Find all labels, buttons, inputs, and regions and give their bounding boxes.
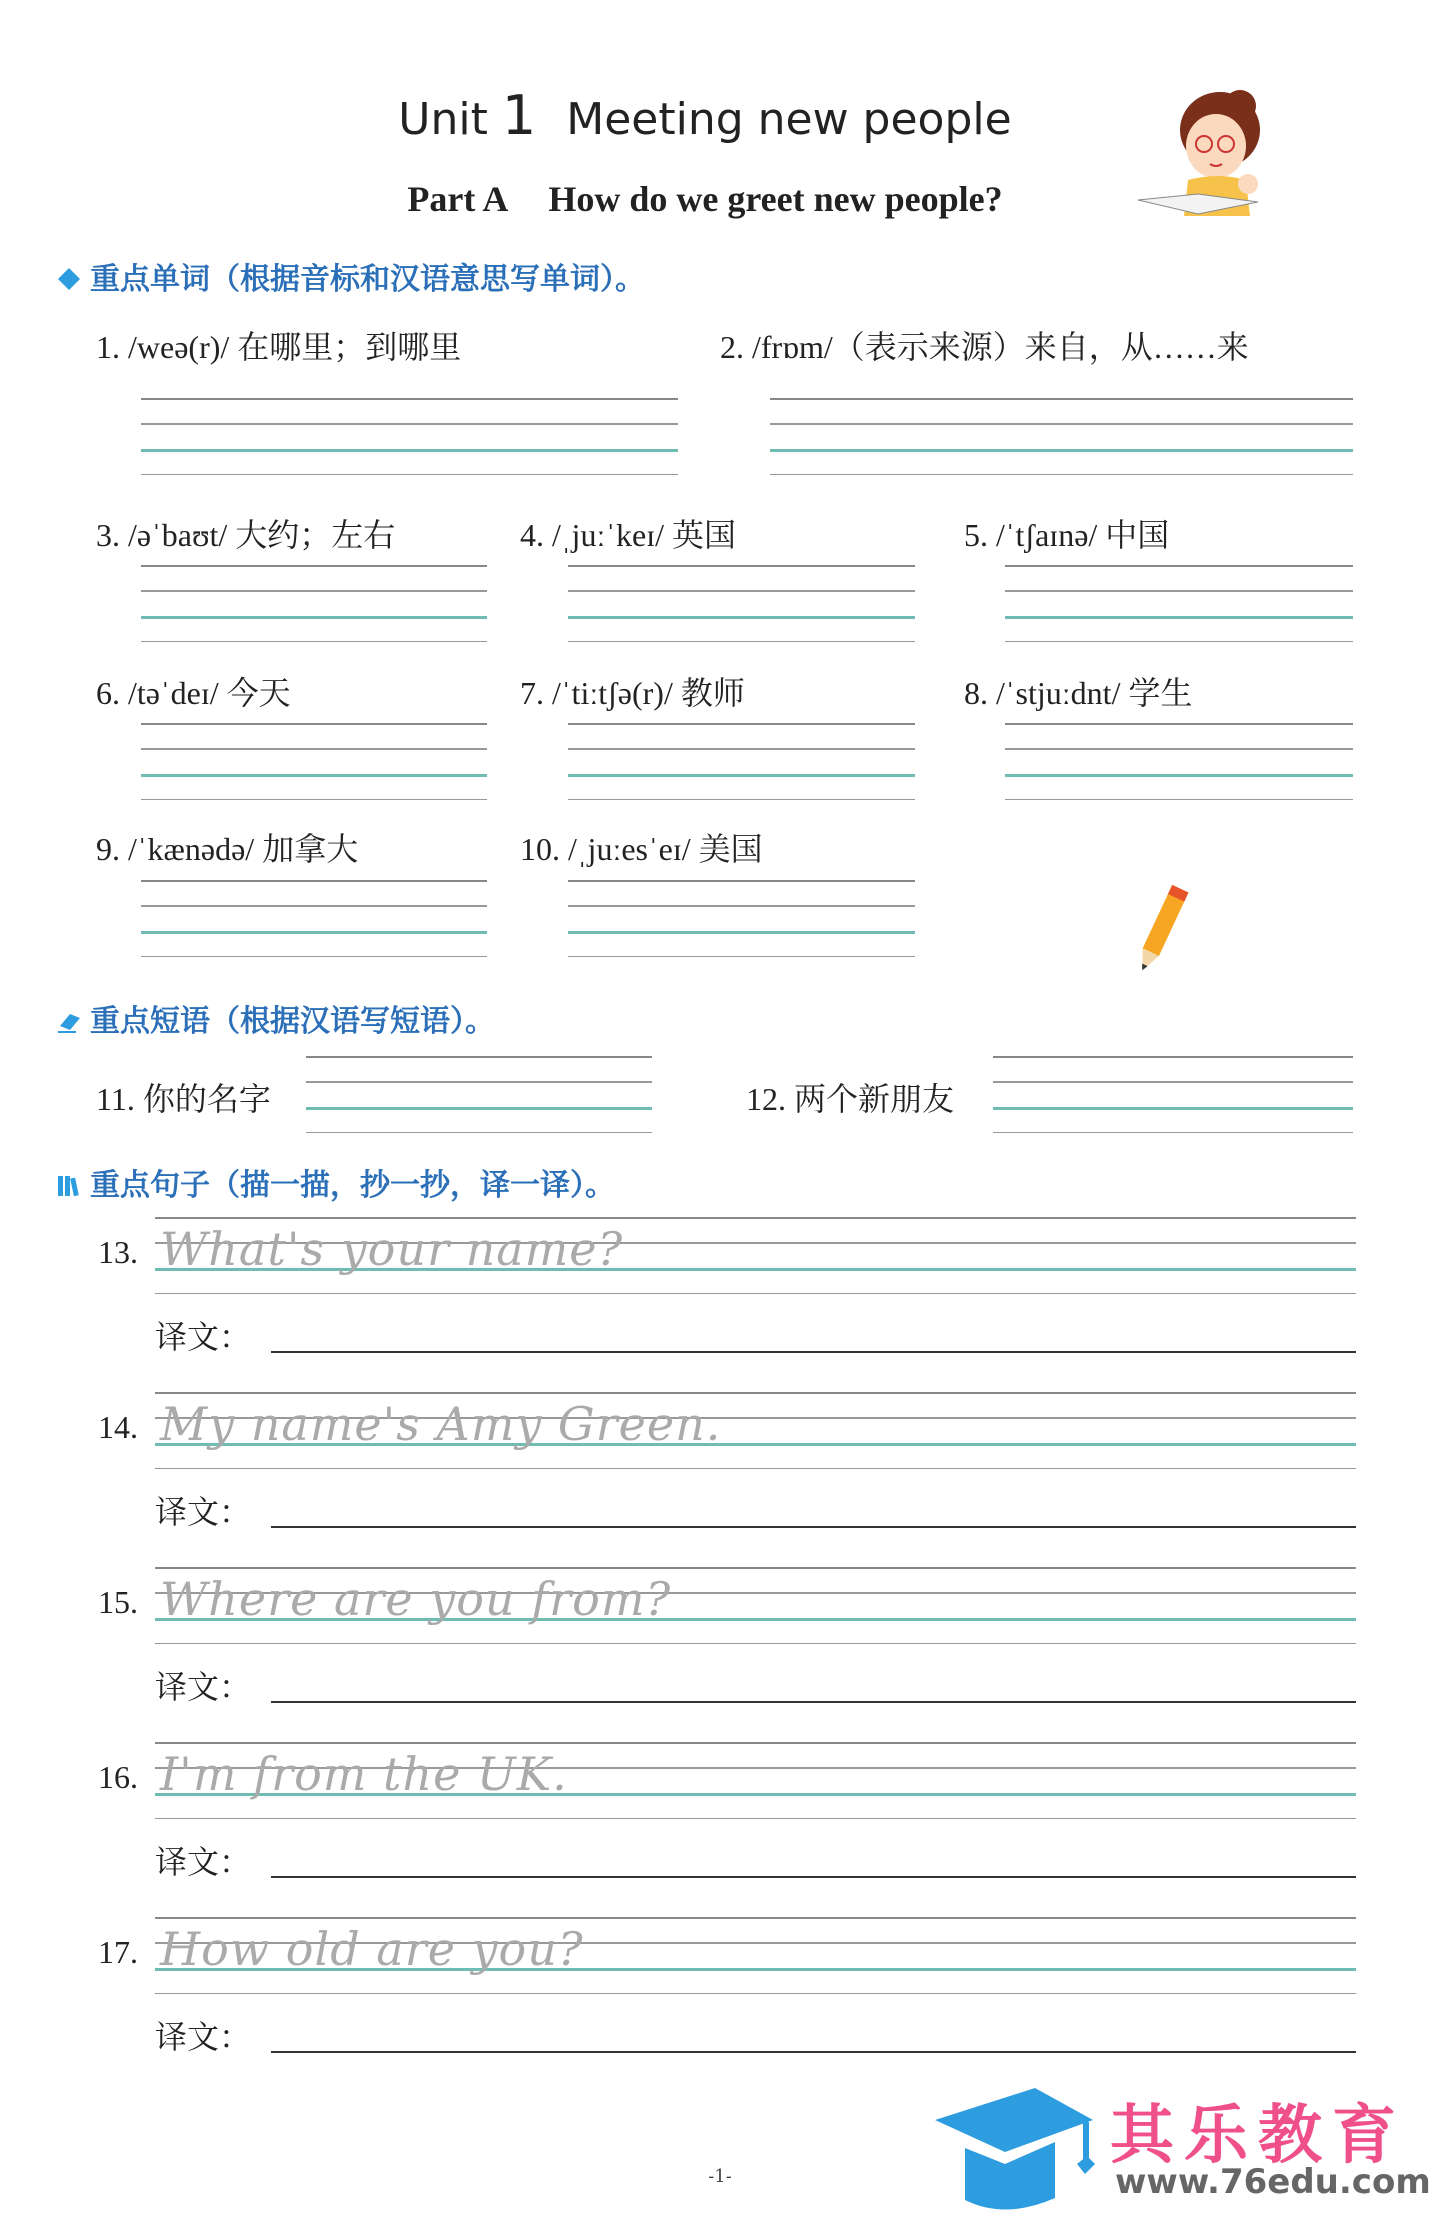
translation-label-17: 译文： xyxy=(155,2018,252,2056)
translation-line-15[interactable] xyxy=(271,1701,1356,1703)
section-key-phrases-heading xyxy=(56,996,495,1040)
page-number: -1- xyxy=(708,2166,732,2187)
part-question: How do we greet new people? xyxy=(548,179,1003,219)
translation-label-14: 译文： xyxy=(155,1493,252,1531)
books-icon xyxy=(56,1172,82,1198)
translation-label-15: 译文： xyxy=(155,1668,252,1706)
word-item-2: 2. /frɒm/（表示来源）来自，从……来 xyxy=(720,329,1249,365)
trace-sentence-16: I'm from the UK. xyxy=(160,1747,568,1801)
sentence-number-16: 16. xyxy=(98,1759,138,1795)
word-item-8: 8. /ˈstjuːdnt/ 学生 xyxy=(964,675,1193,711)
trace-sentence-14: My name's Amy Green. xyxy=(160,1397,722,1451)
watermark-logo xyxy=(925,2080,1431,2210)
sentence-number-15: 15. xyxy=(98,1584,138,1620)
pencil-icon xyxy=(1120,880,1200,980)
word-item-1: 1. /weə(r)/ 在哪里；到哪里 xyxy=(96,329,462,365)
translation-label-13: 译文： xyxy=(155,1318,252,1356)
writing-lines-2[interactable] xyxy=(770,398,1353,475)
trace-sentence-17: How old are you? xyxy=(160,1922,584,1976)
section-title: 重点句子（描一描，抄一抄，译一译）。 xyxy=(90,1168,615,1203)
writing-lines-7[interactable] xyxy=(568,723,915,800)
translation-line-14[interactable] xyxy=(271,1526,1356,1528)
part-label: Part A xyxy=(407,179,509,219)
writing-lines-11[interactable] xyxy=(306,1056,652,1133)
watermark-name: 其乐教育 xyxy=(1110,2099,1406,2173)
graduation-cap-icon xyxy=(925,2080,1095,2210)
section-title: 重点单词（根据音标和汉语意思写单词）。 xyxy=(90,262,645,297)
translation-line-17[interactable] xyxy=(271,2051,1356,2053)
writing-lines-1[interactable] xyxy=(141,398,678,475)
phrase-item-12: 12. 两个新朋友 xyxy=(746,1081,955,1117)
translation-line-13[interactable] xyxy=(271,1351,1356,1353)
unit-word: Unit xyxy=(398,94,488,145)
writing-lines-10[interactable] xyxy=(568,880,915,957)
word-item-9: 9. /ˈkænədə/ 加拿大 xyxy=(96,831,359,867)
trace-sentence-13: What's your name? xyxy=(160,1222,624,1276)
word-item-5: 5. /ˈtʃaɪnə/ 中国 xyxy=(964,517,1170,553)
section-key-sentences-heading xyxy=(56,1160,615,1204)
watermark-url: www.76edu.com xyxy=(1115,2162,1431,2202)
writing-lines-4[interactable] xyxy=(568,565,915,642)
section-key-words-heading xyxy=(56,254,645,298)
writing-lines-5[interactable] xyxy=(1005,565,1353,642)
writing-lines-8[interactable] xyxy=(1005,723,1353,800)
word-item-10: 10. /ˌjuːesˈeɪ/ 美国 xyxy=(520,831,763,867)
eraser-icon xyxy=(56,1008,82,1034)
word-item-7: 7. /ˈtiːtʃə(r)/ 教师 xyxy=(520,675,745,711)
sentence-number-17: 17. xyxy=(98,1934,138,1970)
unit-name: Meeting new people xyxy=(566,94,1012,145)
word-item-4: 4. /ˌjuːˈkeɪ/ 英国 xyxy=(520,517,736,553)
word-item-6: 6. /təˈdeɪ/ 今天 xyxy=(96,675,291,711)
sentence-number-13: 13. xyxy=(98,1234,138,1270)
sentence-number-14: 14. xyxy=(98,1409,138,1445)
writing-lines-3[interactable] xyxy=(141,565,487,642)
phrase-item-11: 11. 你的名字 xyxy=(96,1081,271,1117)
trace-sentence-15: Where are you from? xyxy=(160,1572,672,1626)
writing-lines-6[interactable] xyxy=(141,723,487,800)
girl-reading-illustration xyxy=(1128,88,1288,228)
translation-line-16[interactable] xyxy=(271,1876,1356,1878)
unit-number: 1 xyxy=(501,84,537,147)
writing-lines-9[interactable] xyxy=(141,880,487,957)
section-title: 重点短语（根据汉语写短语）。 xyxy=(90,1004,495,1039)
diamond-icon xyxy=(56,266,82,292)
translation-label-16: 译文： xyxy=(155,1843,252,1881)
word-item-3: 3. /əˈbaʊt/ 大约；左右 xyxy=(96,517,396,553)
writing-lines-12[interactable] xyxy=(993,1056,1353,1133)
